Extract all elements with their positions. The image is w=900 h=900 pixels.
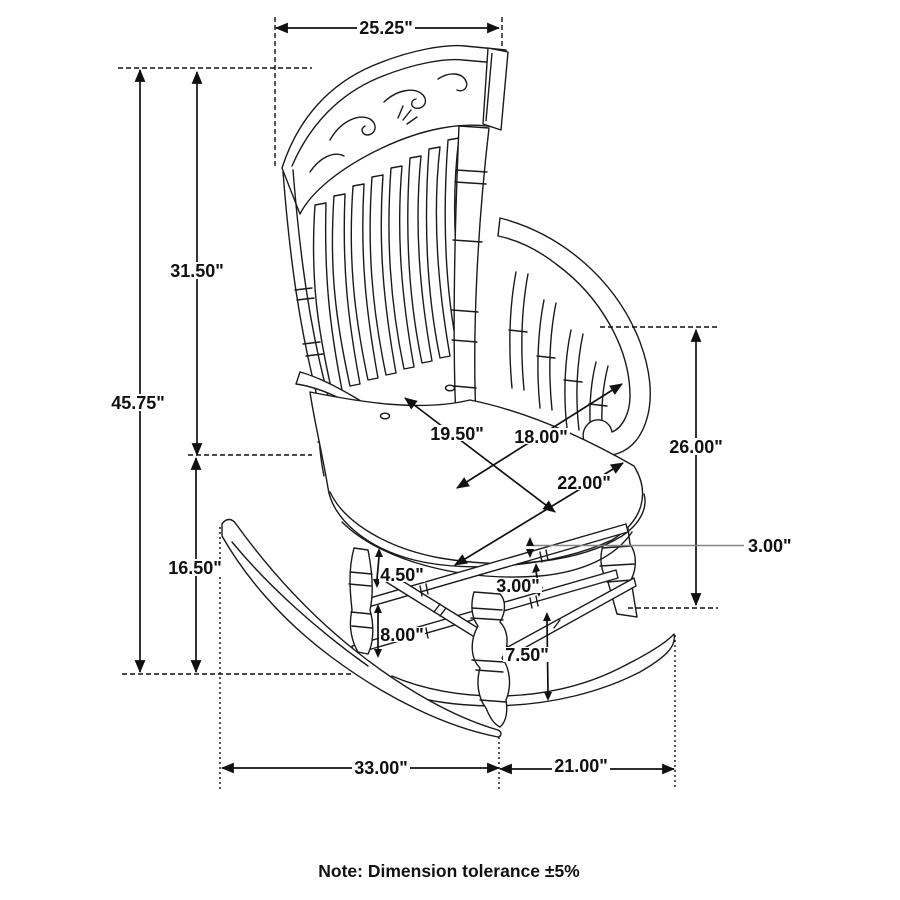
dimension-top-width (276, 18, 499, 38)
label-seat-to-stretcher: 4.50" (380, 565, 424, 585)
back-slats (314, 138, 468, 392)
dimension-rocker-length (222, 758, 499, 778)
label-stretcher-to-rocker: 8.00" (380, 625, 424, 645)
label-arm-to-rocker: 26.00" (669, 437, 723, 457)
label-rocker-rise: 7.50" (505, 645, 549, 665)
right-back-post (452, 126, 489, 420)
dimension-stretcher-to-rocker (374, 604, 425, 658)
label-rocker-length: 33.00" (354, 758, 408, 778)
dimension-back-height (169, 72, 225, 455)
dimension-rocker-extension (500, 756, 674, 776)
label-seat-width: 18.00" (514, 427, 568, 447)
dimension-arm-to-rocker (667, 330, 725, 605)
chair-illustration (222, 46, 674, 737)
label-seat-depth: 19.50" (430, 424, 484, 444)
label-top-width: 25.25" (359, 18, 413, 38)
dimension-overall-height (110, 70, 166, 672)
front-left-leg (349, 548, 373, 654)
label-stretcher-gap-right: 3.00" (748, 536, 792, 556)
label-overall-height: 45.75" (111, 393, 165, 413)
crest-corner-block (483, 48, 508, 130)
label-seat-front-width: 22.00" (557, 473, 611, 493)
tolerance-note: Note: Dimension tolerance ±5% (318, 861, 580, 881)
dimension-rocker-rise (503, 612, 552, 701)
label-back-height: 31.50" (170, 261, 224, 281)
label-seat-height: 16.50" (168, 558, 222, 578)
label-stretcher-gap-center: 3.00" (496, 576, 540, 596)
label-rocker-extension: 21.00" (554, 756, 608, 776)
dimension-seat-height (167, 458, 223, 672)
